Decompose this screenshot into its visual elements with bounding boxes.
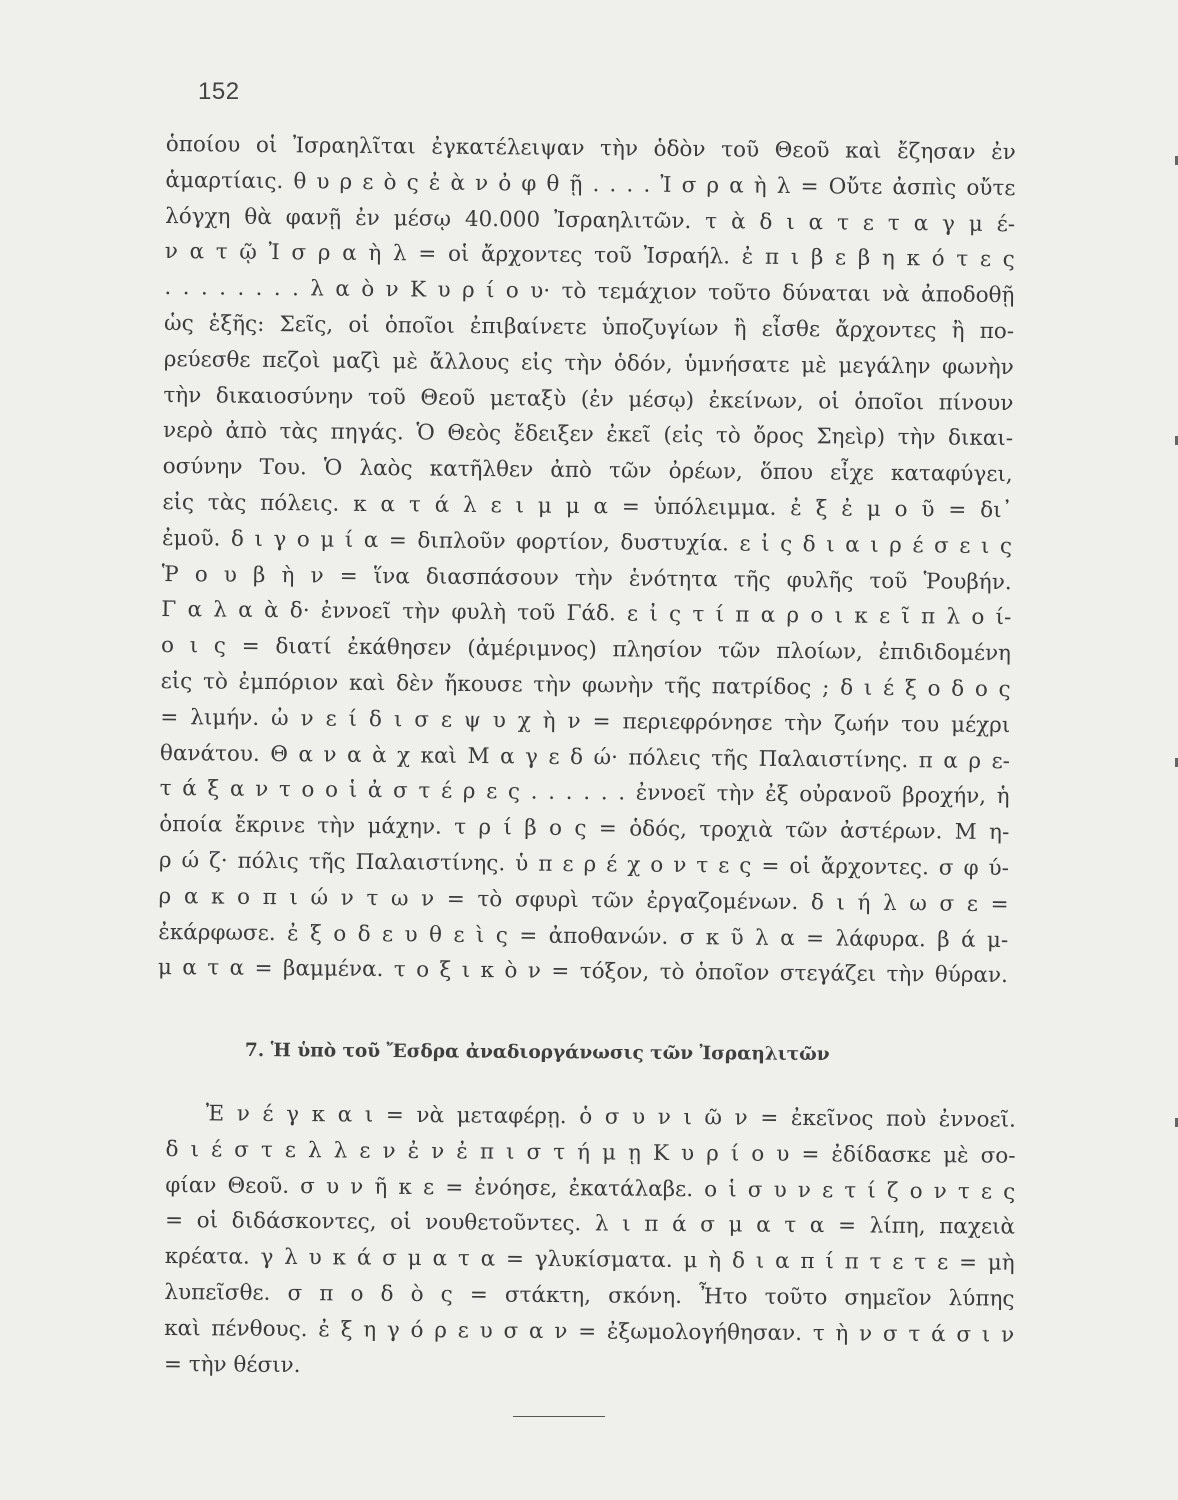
text-line: φίαν Θεοῦ. σ υ ν ῆ κ ε = ἐνόησε, ἐκατάλαβε. ο ἱ σ υ ν ε τ ί ζ ο ν τ ε ς <box>165 1172 1016 1205</box>
text-line: ὁποία ἔκρινε τὴν μάχην. τ ρ ί β ο ς = ὁδός, τροχιὰ τῶν ἀστέρων. Μ η- <box>159 812 1010 846</box>
text-line: λόγχη θὰ φανῇ ἐν μέσῳ 40.000 Ἰσραηλιτῶν. τ ὰ δ ι α τ ε τ α γ μ έ- <box>165 203 1016 237</box>
text-line: ὡς ἑξῆς: Σεῖς, οἱ ὁποῖοι ἐπιβαίνετε ὑποζυγίων ἢ εἶσθε ἄρχοντες ἢ πο- <box>163 310 1015 345</box>
text-line: . . . . . . . . λ α ὸ ν Κ υ ρ ί ο υ· τὸ τεμάχιον τοῦτο δύναται νὰ ἀποδοθῇ <box>164 275 1015 309</box>
end-rule-divider <box>513 1416 605 1417</box>
text-line: λυπεῖσθε. σ π ο δ ὸ ς = στάκτη, σκόνη. Ἦτο τοῦτο σημεῖον λύπης <box>164 1279 1015 1312</box>
text-line: τ ά ξ α ν τ ο ο ἱ ἀ σ τ έ ρ ε ς . . . . . . ἐννοεῖ τὴν ἐξ οὐρανοῦ βροχήν, ἡ <box>159 776 1010 810</box>
text-line: νερὸ ἀπὸ τὰς πηγάς. Ὁ Θεὸς ἔδειξεν ἐκεῖ (εἰς τὸ ὄρος Σηεὶρ) τὴν δικαι- <box>162 418 1014 452</box>
text-line: τὴν δικαιοσύνην τοῦ Θεοῦ μεταξὺ (ἐν μέσῳ) ἐκείνων, οἱ ὁποῖοι πίνουν <box>163 382 1014 416</box>
text-line: μ α τ α = βαμμένα. τ ο ξ ι κ ὸ ν = τόξον, τὸ ὁποῖον στεγάζει τὴν θύραν. <box>157 955 1009 989</box>
text-line: δ ι έ σ τ ε λ λ ε ν ἐ ν ἐ π ι σ τ ή μ ῃ Κ υ ρ ί ο υ = ἐδίδασκε μὲ σο- <box>165 1136 1016 1169</box>
text-line: ο ι ς = διατί ἐκάθησεν (ἀμέριμνος) πλησίον τῶν πλοίων, ἐπιδιδομένη <box>160 633 1012 667</box>
text-line: ἁμαρτίαις. θ υ ρ ε ὸ ς ἐ ὰ ν ὀ φ θ ῇ . . . . Ἰ σ ρ α ὴ λ = Οὔτε ἀσπὶς οὔτε <box>165 167 1016 201</box>
text-block-glossary-part-1 <box>158 127 1016 994</box>
text-line: οσύνην Του. Ὁ λαὸς κατῆλθεν ἀπὸ τῶν ὀρέων, ὅπου εἶχε καταφύγει, <box>162 454 1013 488</box>
text-line: Ῥ ο υ β ὴ ν = ἵνα διασπάσουν τὴν ἑνότητα τῆς φυλῆς τοῦ Ῥουβήν. <box>161 561 1012 595</box>
text-line: ρ ώ ζ· πόλις τῆς Παλαιστίνης. ὑ π ε ρ έ χ ο ν τ ε ς = οἱ ἄρχοντες. σ φ ύ- <box>158 847 1010 882</box>
text-line: ὁποίου οἱ Ἰσραηλῖται ἐγκατέλειψαν τὴν ὁδὸν τοῦ Θεοῦ καὶ ἔζησαν ἐν <box>165 131 1016 166</box>
text-line: κρέατα. γ λ υ κ ά σ μ α τ α = γλυκίσματα. μ ὴ δ ι α π ί π τ ε τ ε = μὴ <box>164 1244 1015 1276</box>
text-line: θανάτου. Θ α ν α ὰ χ καὶ Μ α γ ε δ ώ· πόλεις τῆς Παλαιστίνης. π α ρ ε- <box>159 740 1011 774</box>
text-block-glossary-part-2 <box>164 1096 1016 1389</box>
text-line: εἰς τὸ ἐμπόριον καὶ δὲν ἤκουσε τὴν φωνὴν τῆς πατρίδος ; δ ι έ ξ ο δ ο ς <box>160 668 1011 703</box>
text-line: ἐκάρφωσε. ἐ ξ ο δ ε υ θ ε ὶ ς = ἀποθανών. σ κ ῦ λ α = λάφυρα. β ά μ- <box>158 919 1009 953</box>
text-line: Γ α λ α ὰ δ· ἐννοεῖ τὴν φυλὴ τοῦ Γάδ. ε ἰ ς τ ί π α ρ ο ι κ ε ῖ π λ ο ί- <box>161 597 1012 631</box>
text-line: = λιμήν. ὠ ν ε ί δ ι σ ε ψ υ χ ὴ ν = περιεφρόνησε τὴν ζωήν του μέχρι <box>160 704 1011 738</box>
text-line: καὶ πένθους. ἐ ξ η γ ό ρ ε υ σ α ν = ἐξωμολογήθησαν. τ ὴ ν σ τ ά σ ι ν <box>164 1315 1015 1348</box>
text-line: ρεύεσθε πεζοὶ μαζὶ μὲ ἄλλους εἰς τὴν ὁδόν, ὑμνήσατε μὲ μεγάλην φωνὴν <box>163 346 1014 380</box>
text-line: ν α τ ῷ Ἰ σ ρ α ὴ λ = οἱ ἄρχοντες τοῦ Ἰσραήλ. ἐ π ι β ε β η κ ό τ ε ς <box>164 239 1015 273</box>
page-number: 152 <box>198 78 240 105</box>
text-line: ἐμοῦ. δ ι γ ο μ ί α = διπλοῦν φορτίον, δυστυχία. ε ἰ ς δ ι α ι ρ έ σ ε ι ς <box>161 525 1013 559</box>
text-line: Ἐ ν έ γ κ α ι = νὰ μεταφέρῃ. ὁ σ υ ν ι ῶ ν = ἐκεῖνος ποὺ ἐννοεῖ. <box>205 1101 1016 1133</box>
text-line: = τὴν θέσιν. <box>163 1351 301 1378</box>
text-line: εἰς τὰς πόλεις. κ α τ ά λ ε ι μ μ α = ὑπόλειμμα. ἐ ξ ἐ μ ο ῦ = δι᾽ <box>162 489 1013 524</box>
section-heading: 7. Ἡ ὑπὸ τοῦ Ἔσδρα ἀναδιοργάνωσις τῶν Ἰσραηλιτῶν <box>244 1040 830 1066</box>
text-line: ρ α κ ο π ι ώ ν τ ω ν = τὸ σφυρὶ τῶν ἐργαζομένων. δ ι ή λ ω σ ε = <box>158 883 1009 917</box>
text-line: = οἱ διδάσκοντες, οἱ νουθετοῦντες. λ ι π ά σ μ α τ α = λίπη, παχειὰ <box>164 1208 1016 1241</box>
